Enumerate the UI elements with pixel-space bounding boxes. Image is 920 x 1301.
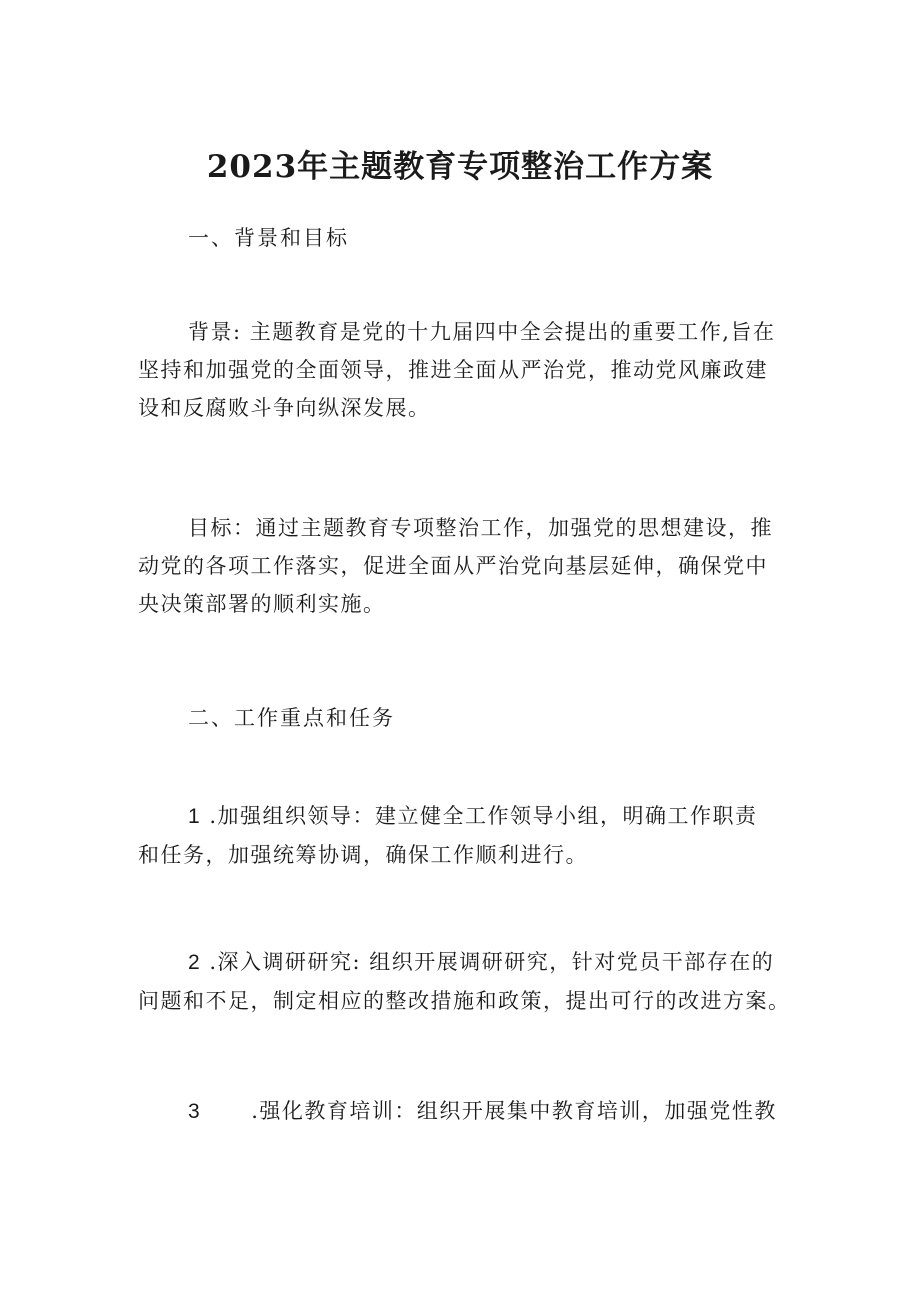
task-item-3 xyxy=(138,1092,798,1131)
task-text: .强化教育培训：组织开展集中教育培训，加强党性教 xyxy=(251,1099,777,1123)
task-number: 1 xyxy=(188,805,202,828)
task-item-1 xyxy=(138,797,798,874)
task-text: .加强组织领导：建立健全工作领导小组，明确工作职责 xyxy=(209,804,758,828)
section-heading-tasks: 二、工作重点和任务 xyxy=(188,706,395,730)
task-text-line: 和任务，加强统筹协调，确保工作顺利进行。 xyxy=(138,843,588,867)
paragraph-goal xyxy=(138,509,798,623)
task-item-first-line xyxy=(138,943,798,982)
paragraph-background xyxy=(138,313,798,427)
paragraph-line: 动党的各项工作落实，促进全面从严治党向基层延伸，确保党中 xyxy=(138,554,768,578)
task-item-first-line xyxy=(138,1092,798,1131)
paragraph-line: 坚持和加强党的全面领导，推进全面从严治党，推动党风廉政建 xyxy=(138,358,768,382)
paragraph-line: 设和反腐败斗争向纵深发展。 xyxy=(138,396,431,420)
paragraph-line: 背景: 主题教育是党的十九届四中全会提出的重要工作,旨在 xyxy=(188,320,776,344)
task-number: 3 xyxy=(188,1100,202,1123)
task-text-line: 问题和不足，制定相应的整改措施和政策，提出可行的改进方案。 xyxy=(138,989,791,1013)
task-item-2 xyxy=(138,943,798,1020)
task-number: 2 xyxy=(188,951,202,974)
task-text: .深入调研研究: 组织开展调研研究，针对党员干部存在的 xyxy=(209,950,775,974)
document-title: 2023年主题教育专项整治工作方案 xyxy=(206,149,714,185)
paragraph-line: 央决策部署的顺利实施。 xyxy=(138,592,386,616)
paragraph-line: 目标：通过主题教育专项整治工作，加强党的思想建设，推 xyxy=(188,516,773,540)
task-item-first-line xyxy=(138,797,798,836)
section-heading-background-goals: 一、背景和目标 xyxy=(188,226,349,250)
